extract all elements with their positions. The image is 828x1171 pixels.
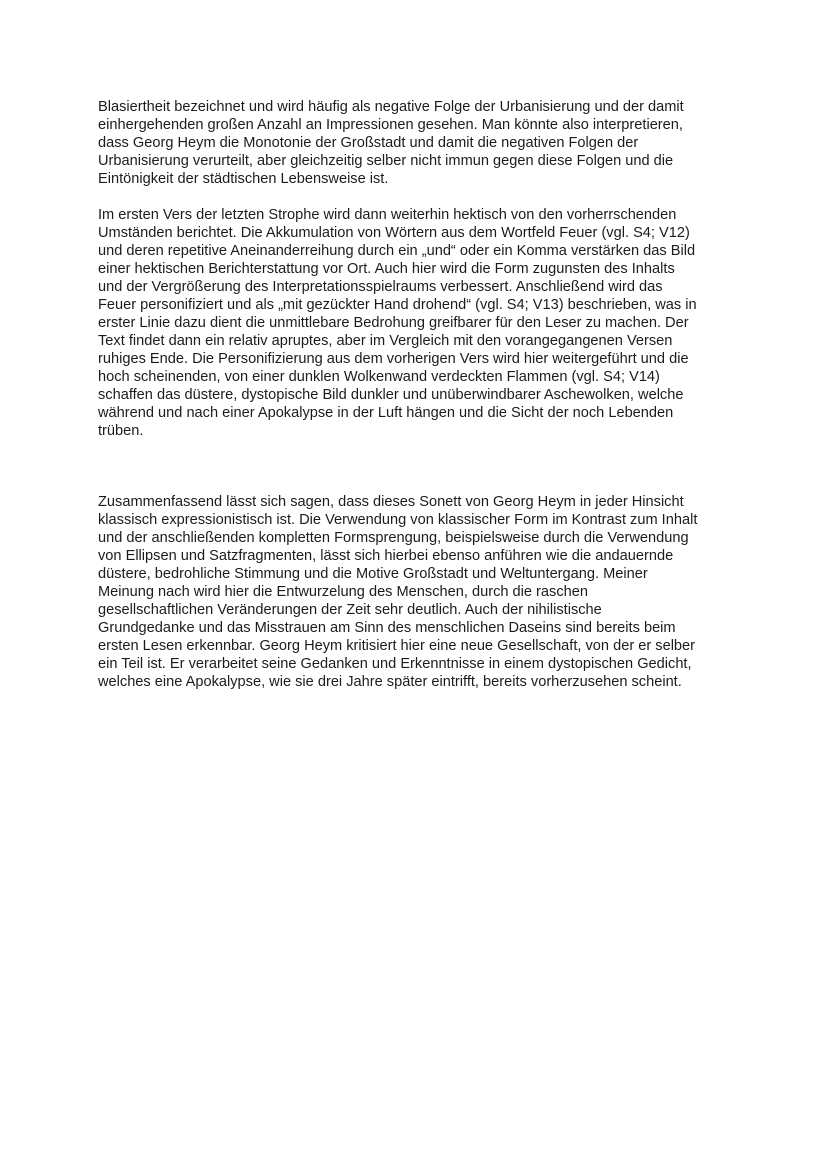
paragraph-urbanization	[98, 98, 738, 188]
text-line: klassisch expressionistisch ist. Die Verwendung von klassischer Form im Kontrast zum Inhalt	[98, 512, 698, 528]
paragraph-conclusion	[98, 493, 738, 691]
text-line: Eintönigkeit der städtischen Lebensweise ist.	[98, 171, 389, 187]
text-line: Feuer personifiziert und als „mit gezückter Hand drohend“ (vgl. S4; V13) beschrieben, was in	[98, 297, 697, 313]
text-line: Blasiertheit bezeichnet und wird häufig als negative Folge der Urbanisierung und der damit	[98, 99, 684, 115]
text-line: welches eine Apokalypse, wie sie drei Jahre später eintrifft, bereits vorherzusehen scheint.	[98, 674, 682, 690]
text-line: Zusammenfassend lässt sich sagen, dass dieses Sonett von Georg Heym in jeder Hinsicht	[98, 494, 684, 510]
text-line: ein Teil ist. Er verarbeitet seine Gedanken und Erkenntnisse in einem dystopischen Gedicht,	[98, 656, 692, 672]
text-line: erster Linie dazu dient die unmittlebare Bedrohung greifbarer für den Leser zu machen. Der	[98, 315, 689, 331]
text-line: ersten Lesen erkennbar. Georg Heym kritisiert hier eine neue Gesellschaft, von der er selber	[98, 638, 696, 654]
text-line: von Ellipsen und Satzfragmenten, lässt sich hierbei ebenso anführen wie die andauernde	[98, 548, 674, 564]
text-line: einer hektischen Berichterstattung vor Ort. Auch hier wird die Form zugunsten des Inhalts	[98, 261, 675, 277]
text-line: Grundgedanke und das Misstrauen am Sinn des menschlichen Daseins sind bereits beim	[98, 620, 676, 636]
paragraph-last-stanza	[98, 206, 738, 440]
text-line: gesellschaftlichen Veränderungen der Zeit sehr deutlich. Auch der nihilistische	[98, 602, 602, 618]
text-line: und der Vergrößerung des Interpretationsspielraums verbessert. Anschließend wird das	[98, 279, 663, 295]
text-line: düstere, bedrohliche Stimmung und die Motive Großstadt und Weltuntergang. Meiner	[98, 566, 648, 582]
text-line: und der anschließenden kompletten Formsprengung, beispielsweise durch die Verwendung	[98, 530, 689, 546]
text-line: Text findet dann ein relativ apruptes, aber im Vergleich mit den vorangegangenen Versen	[98, 333, 673, 349]
text-line: trüben.	[98, 423, 144, 439]
text-line: Urbanisierung verurteilt, aber gleichzeitig selber nicht immun gegen diese Folgen und die	[98, 153, 674, 169]
text-line: ruhiges Ende. Die Personifizierung aus dem vorherigen Vers wird hier weitergeführt und die	[98, 351, 689, 367]
text-line: Im ersten Vers der letzten Strophe wird dann weiterhin hektisch von den vorherrschenden	[98, 207, 677, 223]
text-line: einhergehenden großen Anzahl an Impressionen gesehen. Man könnte also interpretieren,	[98, 117, 683, 133]
text-line: Umständen berichtet. Die Akkumulation von Wörtern aus dem Wortfeld Feuer (vgl. S4; V12)	[98, 225, 690, 241]
text-line: schaffen das düstere, dystopische Bild dunkler und unüberwindbarer Aschewolken, welche	[98, 387, 684, 403]
text-line: während und nach einer Apokalypse in der Luft hängen und die Sicht der noch Lebenden	[98, 405, 674, 421]
text-line: dass Georg Heym die Monotonie der Großstadt und damit die negativen Folgen der	[98, 135, 639, 151]
text-line: Meinung nach wird hier die Entwurzelung des Menschen, durch die raschen	[98, 584, 588, 600]
text-line: hoch scheinenden, von einer dunklen Wolkenwand verdeckten Flammen (vgl. S4; V14)	[98, 369, 660, 385]
text-line: und deren repetitive Aneinanderreihung durch ein „und“ oder ein Komma verstärken das Bild	[98, 243, 696, 259]
